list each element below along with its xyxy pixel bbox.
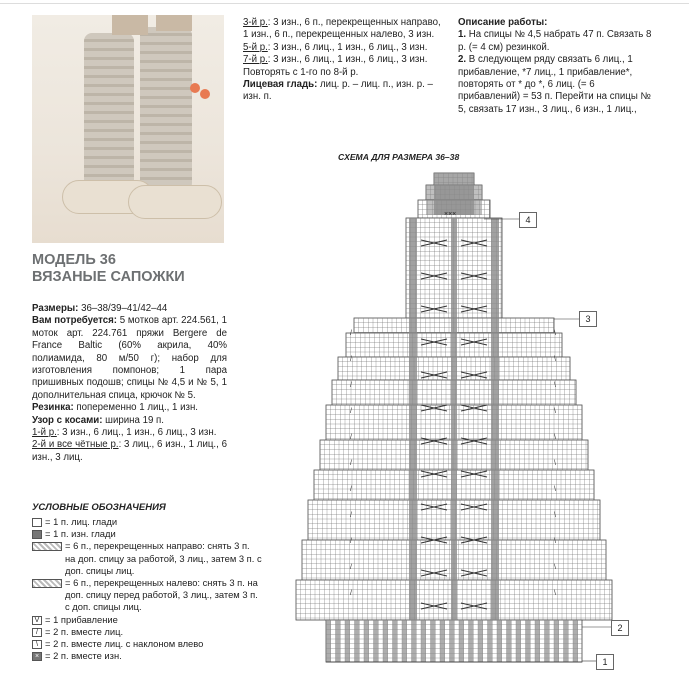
svg-text:\: \ xyxy=(554,460,556,467)
rib-column xyxy=(450,620,455,662)
stockinette-line: Лицевая гладь: лиц. р. – лиц. п., изн. р. – изн. п. xyxy=(243,79,433,103)
rib-column xyxy=(478,620,483,662)
svg-text:\: \ xyxy=(554,382,556,389)
rib-column xyxy=(526,620,531,662)
model-name: ВЯЗАНЫЕ САПОЖКИ xyxy=(32,269,185,285)
legend-item: = 6 п., перекрещенных налево: снять 3 п. на доп. спицу перед работой, 3 лиц., затем 3 п. с доп. спицы лиц. xyxy=(32,577,262,614)
svg-text:/: / xyxy=(350,538,352,545)
rib-column xyxy=(564,620,569,662)
svg-text:/: / xyxy=(350,590,352,597)
svg-text:\: \ xyxy=(554,590,556,597)
p2tog-symbol-icon: × xyxy=(32,652,42,661)
svg-text:\: \ xyxy=(554,434,556,441)
legend-item: = 1 п. лиц. глади xyxy=(32,516,262,528)
rib-column xyxy=(336,620,341,662)
svg-text:\: \ xyxy=(554,512,556,519)
cable-purl-column xyxy=(451,218,457,620)
rib-column xyxy=(488,620,493,662)
chart-marker-1: 1 xyxy=(596,654,614,670)
repeat-line: Повторять с 1-го по 8-й р. xyxy=(243,66,359,78)
svg-text:/: / xyxy=(350,564,352,571)
rib-column xyxy=(374,620,379,662)
rib-column xyxy=(516,620,521,662)
row3-line: 3-й р.: 3 изн., 6 п., перекрещенных направо, 1 изн., 6 п., перекрещенных налево, 3 изн. xyxy=(243,17,441,41)
cable-purl-column xyxy=(491,218,499,620)
rib-column xyxy=(507,620,512,662)
step-2: 2. В следующем ряду связать 6 лиц., 1 прибавление, *7 лиц., 1 прибавление*, повторять от * до *, 6 лиц. (= 6 прибавлений) = 53 п. Перейти на спицы № 5, связать 17 изн., 3 лиц., 6 изн., 1 лиц., xyxy=(458,54,651,115)
rib-column xyxy=(440,620,445,662)
rib-column xyxy=(545,620,550,662)
legend-title: УСЛОВНЫЕ ОБОЗНАЧЕНИЯ xyxy=(32,502,166,513)
rib-column xyxy=(573,620,578,662)
svg-text:×××: ××× xyxy=(444,211,457,218)
svg-text:/: / xyxy=(350,382,352,389)
k2tog-symbol-icon: / xyxy=(32,628,42,637)
instructions-title: Описание работы: xyxy=(458,17,548,28)
rib-column xyxy=(326,620,331,662)
rib-column xyxy=(355,620,360,662)
svg-text:/: / xyxy=(350,330,352,337)
materials-line: Вам потребуется: 5 мотков арт. 224.561, 1 моток арт. 224.761 пряжи Bergere de France Baltic (60% акрила, 40% полиамида, 80 м/50 г); набор для изготовления помпонов; 1 пара пришивных подошв; спицы № 4,5 и № 5, 1 дополнительная спица, крючок № 5. xyxy=(32,315,228,401)
legend-item: × = 2 п. вместе изн. xyxy=(32,650,262,662)
rib-column xyxy=(431,620,436,662)
rib-column xyxy=(469,620,474,662)
row5-line: 5-й р.: 3 изн., 6 лиц., 1 изн., 6 лиц., 3 изн. xyxy=(243,41,428,53)
svg-text:\: \ xyxy=(554,486,556,493)
model-number: МОДЕЛЬ 36 xyxy=(32,252,116,268)
rib-column xyxy=(535,620,540,662)
row2-line: 2-й и все чётные р.: 3 лиц., 6 изн., 1 лиц., 6 изн., 3 лиц. xyxy=(32,439,227,463)
rib-column xyxy=(421,620,426,662)
legend-item: = 1 п. изн. глади xyxy=(32,528,262,540)
rib-column xyxy=(412,620,417,662)
cable-purl-column xyxy=(409,218,417,620)
svg-text:/: / xyxy=(350,512,352,519)
svg-text:\: \ xyxy=(554,538,556,545)
row7-line: 7-й р.: 3 изн., 6 лиц., 1 изн., 6 лиц., 3 изн. xyxy=(243,54,428,66)
rib-column xyxy=(402,620,407,662)
svg-text:/: / xyxy=(350,486,352,493)
rib-column xyxy=(393,620,398,662)
increase-symbol-icon: V xyxy=(32,616,42,625)
rib-column xyxy=(345,620,350,662)
chart-marker-2: 2 xyxy=(611,620,629,636)
legend-item: \ = 2 п. вместе лиц. с наклоном влево xyxy=(32,638,262,650)
chart-marker-3: 3 xyxy=(579,311,597,327)
legend-item: = 6 п., перекрещенных направо: снять 3 п. на доп. спицу за работой, 3 лиц., затем 3 п. с доп. спицы лиц. xyxy=(32,540,262,577)
legend-item: V = 1 прибавление xyxy=(32,614,262,626)
svg-text:\: \ xyxy=(554,356,556,363)
svg-text:\: \ xyxy=(554,330,556,337)
rib-column xyxy=(364,620,369,662)
step-1: 1. На спицы № 4,5 набрать 47 п. Связать 8 р. (= 4 см) резинкой. xyxy=(458,29,652,53)
ssk-symbol-icon: \ xyxy=(32,640,42,649)
row1-line: 1-й р.: 3 изн., 6 лиц., 1 изн., 6 лиц., 3 изн. xyxy=(32,427,217,439)
svg-text:\: \ xyxy=(554,564,556,571)
rib-column xyxy=(459,620,464,662)
rib-column xyxy=(554,620,559,662)
rib-column xyxy=(383,620,388,662)
rib-column xyxy=(497,620,502,662)
rib-line: Резинка: попеременно 1 лиц., 1 изн. xyxy=(32,402,199,414)
chart-title: СХЕМА ДЛЯ РАЗМЕРА 36–38 xyxy=(338,152,460,162)
svg-text:\: \ xyxy=(554,408,556,415)
chart-marker-4: 4 xyxy=(519,212,537,228)
svg-text:/: / xyxy=(350,356,352,363)
svg-text:/: / xyxy=(350,434,352,441)
legend-item: / = 2 п. вместе лиц. xyxy=(32,626,262,638)
cable-line: Узор с косами: ширина 19 п. xyxy=(32,414,164,426)
svg-text:/: / xyxy=(350,408,352,415)
sizes-line: Размеры: 36–38/39–41/42–44 xyxy=(32,303,168,314)
svg-text:/: / xyxy=(350,460,352,467)
